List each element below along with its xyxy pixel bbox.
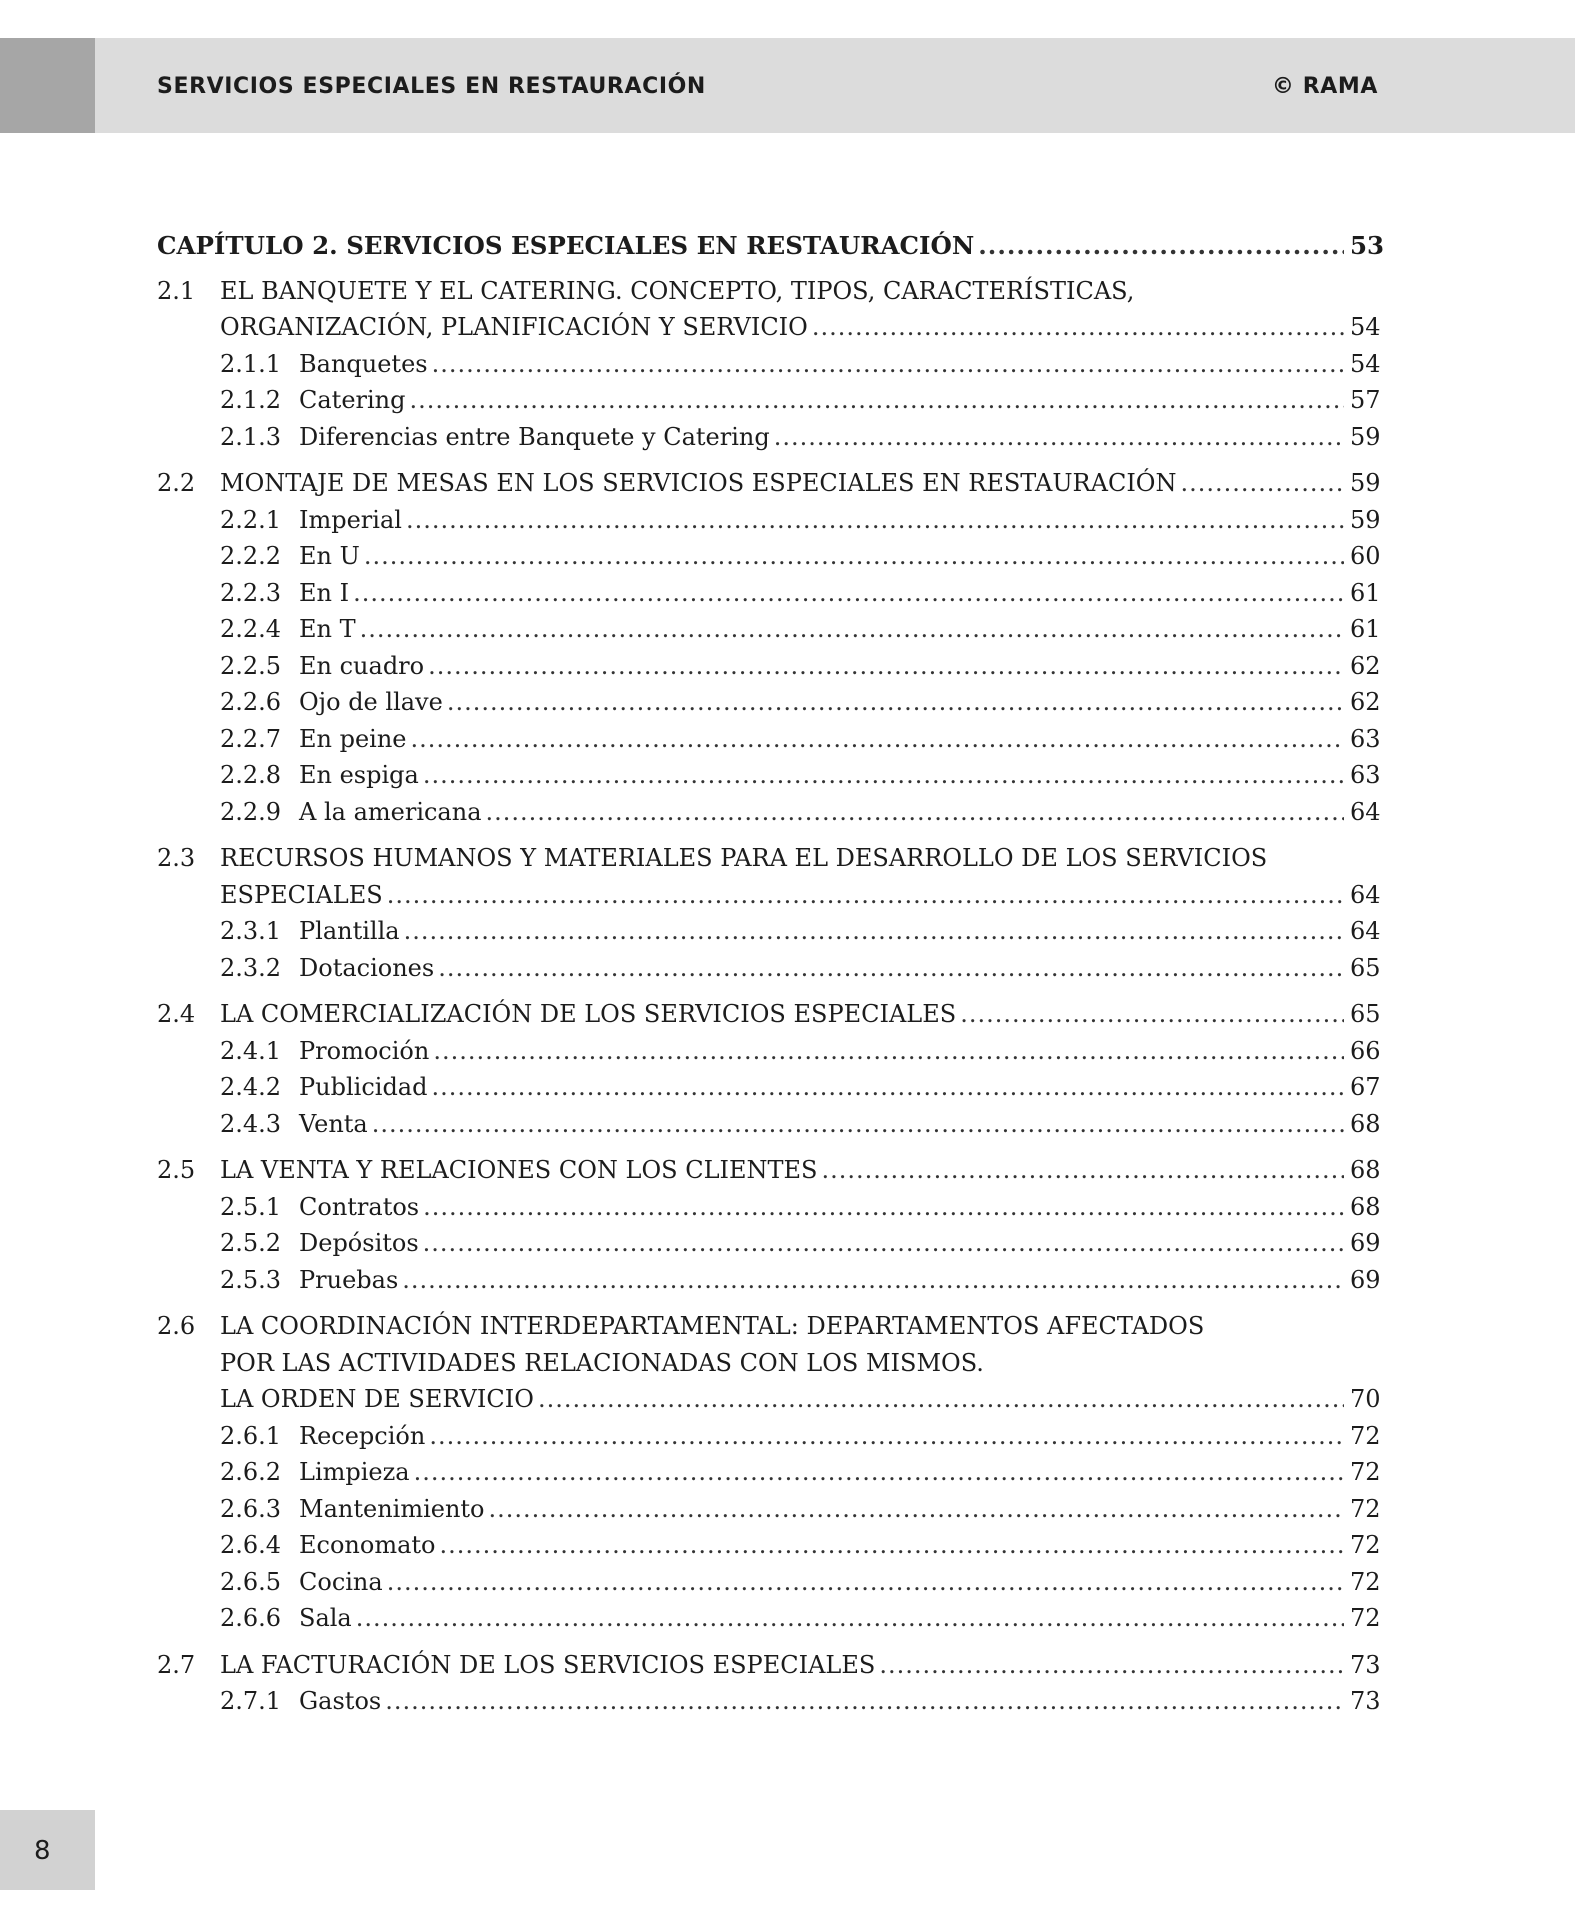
toc-entry-sub [157,757,1381,794]
toc-entry-number: 2.2.9 [220,797,282,826]
toc-entry-title: Venta [299,1109,368,1138]
toc-entry-page: 66 [1350,1036,1381,1065]
toc-entry-page: 63 [1350,724,1381,753]
toc-entry-sub [157,1564,1381,1601]
toc-entry-title: LA COMERCIALIZACIÓN DE LOS SERVICIOS ESPECIALES [220,1000,957,1028]
toc-entry-sub [157,794,1381,831]
toc-entry-number: 2.5 [157,1156,196,1184]
toc-entry-title: Diferencias entre Banquete y Catering [299,422,770,451]
dot-leader [423,1225,1344,1262]
toc-entry-title: Dotaciones [299,953,435,982]
toc-entry-page: 53 [1350,231,1385,260]
toc-entry-page: 68 [1350,1156,1381,1184]
toc-entry-title: RECURSOS HUMANOS Y MATERIALES PARA EL DESARROLLO DE LOS SERVICIOS [220,844,1268,872]
toc-entry-sub [157,1454,1381,1491]
toc-entry-title: LA VENTA Y RELACIONES CON LOS CLIENTES [220,1156,818,1184]
toc-entry-number: 2.2.6 [220,688,282,716]
toc-entry-title: Pruebas [299,1265,399,1294]
toc-entry-page: 72 [1350,1494,1381,1523]
toc-entry-page: 65 [1350,953,1381,982]
toc-entry-number: 2.4.3 [220,1109,282,1138]
dot-leader [489,1491,1344,1528]
toc-entry-sub [157,913,1381,950]
toc-entry-page: 54 [1350,313,1381,341]
toc-entry-number: 2.4.1 [220,1036,282,1065]
toc-entry-number: 2.6.2 [220,1458,282,1486]
toc-entry-page: 69 [1350,1265,1381,1294]
page-number: 8 [34,1836,51,1866]
dot-leader [423,757,1344,794]
dot-leader [360,611,1344,648]
dot-leader [402,1262,1344,1299]
toc-entry-page: 64 [1350,797,1381,826]
toc-entry-section [157,840,1378,877]
toc-entry-section [157,1152,1381,1189]
toc-entry-page: 61 [1350,578,1381,607]
toc-entry-title: Economato [299,1531,436,1559]
toc-entry-title: ORGANIZACIÓN, PLANIFICACIÓN Y SERVICIO [220,313,808,341]
toc-entry-sub [157,611,1381,648]
dot-leader [385,1683,1344,1720]
toc-entry-page: 72 [1350,1567,1381,1596]
toc-entry-title: Imperial [299,505,402,534]
toc-entry-title: MONTAJE DE MESAS EN LOS SERVICIOS ESPECIALES EN RESTAURACIÓN [220,469,1177,497]
toc-entry-section [157,1647,1381,1684]
dot-leader [812,309,1344,346]
toc-entry-sub [157,502,1381,539]
toc-entry-number: 2.6.3 [220,1494,282,1523]
dot-leader [538,1381,1344,1418]
toc-entry-sub [157,1262,1381,1299]
toc-entry-page: 64 [1350,880,1381,909]
toc-entry-sub [157,1189,1381,1226]
toc-entry-sub [157,1600,1381,1637]
toc-entry-number: 2.2.3 [220,578,282,607]
toc-entry-title: Cocina [299,1567,383,1596]
dot-leader [429,1418,1344,1455]
toc-entry-cont [157,1381,1381,1418]
dot-leader [410,382,1345,419]
toc-entry-number: 2.2.8 [220,761,282,789]
toc-entry-section [157,465,1381,502]
dot-leader [387,877,1344,914]
toc-entry-title: Publicidad [299,1073,428,1101]
toc-entry-cont [157,1345,1378,1382]
toc-entry-number: 2.3.2 [220,953,282,982]
toc-entry-page: 60 [1350,542,1381,570]
toc-entry-number: 2.2.5 [220,651,282,680]
dot-leader [879,1647,1344,1684]
toc-entry-title: Banquetes [299,349,428,378]
dot-leader [821,1152,1344,1189]
toc-entry-number: 2.5.2 [220,1229,282,1257]
toc-entry-sub [157,1033,1381,1070]
toc-entry-title: Recepción [299,1421,426,1450]
toc-entry-title: En peine [299,724,407,753]
toc-entry-title: Depósitos [299,1229,419,1257]
toc-entry-title: Plantilla [299,917,400,945]
toc-entry-chapter [157,228,1385,265]
dot-leader [960,996,1344,1033]
toc-entry-number: 2.6 [157,1312,196,1340]
toc-entry-number: 2.2.1 [220,505,282,534]
toc-entry-sub [157,1491,1381,1528]
toc-entry-section [157,996,1381,1033]
toc-entry-page: 70 [1350,1385,1381,1413]
toc-entry-number: 2.6.5 [220,1567,282,1596]
dot-leader [978,228,1344,265]
toc-entry-section [157,273,1378,310]
toc-entry-page: 73 [1350,1687,1381,1715]
toc-entry-number: 2.6.6 [220,1604,282,1632]
toc-entry-section [157,1308,1378,1345]
toc-entry-sub [157,346,1381,383]
dot-leader [439,1527,1344,1564]
toc-entry-title: En U [299,542,360,570]
toc-entry-page: 68 [1350,1109,1381,1138]
toc-entry-page: 54 [1350,349,1381,378]
toc-entry-page: 59 [1350,422,1381,451]
toc-entry-number: 2.1.1 [220,349,282,378]
toc-entry-number: 2.1.2 [220,386,282,414]
toc-entry-title: Gastos [299,1687,382,1715]
dot-leader [387,1564,1344,1601]
toc-entry-number: 2.5.1 [220,1192,282,1221]
toc-entry-number: 2.2.2 [220,542,282,570]
toc-entry-page: 63 [1350,761,1381,789]
toc-entry-number: 2.5.3 [220,1265,282,1294]
toc-entry-page: 68 [1350,1192,1381,1221]
toc-entry-number: 2.4.2 [220,1073,282,1101]
toc-entry-sub [157,419,1381,456]
toc-entry-page: 72 [1350,1531,1381,1559]
toc-entry-title: LA COORDINACIÓN INTERDEPARTAMENTAL: DEPARTAMENTOS AFECTADOS [220,1312,1205,1340]
toc-entry-page: 69 [1350,1229,1381,1257]
toc-entry-page: 72 [1350,1421,1381,1450]
toc-entry-page: 73 [1350,1650,1381,1679]
toc-entry-cont [157,877,1381,914]
toc-entry-title: En espiga [299,761,419,789]
toc-entry-page: 62 [1350,688,1381,716]
toc-entry-title: EL BANQUETE Y EL CATERING. CONCEPTO, TIPOS, CARACTERÍSTICAS, [220,276,1135,305]
toc-entry-page: 72 [1350,1458,1381,1486]
dot-leader [423,1189,1344,1226]
dot-leader [364,538,1344,575]
toc-entry-number: 2.2.4 [220,615,282,643]
toc-entry-page: 65 [1350,1000,1381,1028]
toc-entry-number: 2.3.1 [220,917,282,945]
toc-entry-sub [157,1106,1381,1143]
toc-entry-number: 2.2 [157,469,196,497]
table-of-contents [157,228,1385,1720]
dot-leader [372,1106,1344,1143]
toc-entry-sub [157,1418,1381,1455]
toc-entry-title: En T [299,615,356,643]
toc-entry-title: En cuadro [299,651,425,680]
toc-entry-title: Ojo de llave [299,688,443,716]
running-header-title: SERVICIOS ESPECIALES EN RESTAURACIÓN [157,74,706,99]
dot-leader [438,950,1344,987]
toc-entry-sub [157,721,1381,758]
toc-entry-number: 2.1.3 [220,422,282,451]
dot-leader [428,648,1344,685]
toc-entry-title: A la americana [299,797,482,826]
toc-entry-title: Catering [299,386,406,414]
toc-entry-page: 64 [1350,917,1381,945]
toc-entry-page: 59 [1350,505,1381,534]
toc-entry-sub [157,1225,1381,1262]
dot-leader [431,1069,1344,1106]
toc-entry-page: 62 [1350,651,1381,680]
dot-leader [486,794,1344,831]
toc-entry-title: En I [299,578,350,607]
toc-entry-page: 67 [1350,1073,1381,1101]
dot-leader [1180,465,1344,502]
dot-leader [432,346,1344,383]
toc-entry-sub [157,648,1381,685]
dot-leader [774,419,1344,456]
toc-entry-title: Limpieza [299,1458,410,1486]
running-header-publisher: © RAMA [1271,74,1378,99]
toc-entry-title: LA ORDEN DE SERVICIO [220,1385,534,1413]
toc-entry-number: 2.6.4 [220,1531,282,1559]
toc-entry-title: LA FACTURACIÓN DE LOS SERVICIOS ESPECIALES [220,1650,876,1679]
toc-entry-sub [157,575,1381,612]
dot-leader [356,1600,1344,1637]
toc-entry-page: 61 [1350,615,1381,643]
dot-leader [433,1033,1344,1070]
toc-entry-title: Promoción [299,1036,430,1065]
toc-entry-title: POR LAS ACTIVIDADES RELACIONADAS CON LOS MISMOS. [220,1348,984,1377]
toc-entry-sub [157,1069,1381,1106]
toc-entry-page: 57 [1350,386,1381,414]
toc-entry-cont [157,309,1381,346]
toc-entry-title: ESPECIALES [220,880,383,909]
toc-entry-title: Sala [299,1604,352,1632]
toc-entry-number: 2.4 [157,1000,196,1028]
header-tab [0,38,95,133]
toc-entry-number: 2.7.1 [220,1687,282,1715]
toc-entry-sub [157,538,1381,575]
toc-entry-title: Mantenimiento [299,1494,485,1523]
toc-entry-number: 2.2.7 [220,724,282,753]
dot-leader [353,575,1344,612]
toc-entry-number: 2.3 [157,844,196,872]
toc-entry-number: 2.7 [157,1650,196,1679]
dot-leader [447,684,1344,721]
toc-entry-title: CAPÍTULO 2. SERVICIOS ESPECIALES EN RESTAURACIÓN [157,231,975,260]
toc-entry-sub [157,1683,1381,1720]
toc-entry-sub [157,950,1381,987]
dot-leader [404,913,1344,950]
toc-entry-sub [157,1527,1381,1564]
toc-entry-sub [157,684,1381,721]
toc-entry-sub [157,382,1381,419]
toc-entry-number: 2.6.1 [220,1421,282,1450]
toc-entry-page: 72 [1350,1604,1381,1632]
toc-entry-page: 59 [1350,469,1381,497]
dot-leader [414,1454,1344,1491]
toc-entry-number: 2.1 [157,276,196,305]
dot-leader [411,721,1344,758]
toc-entry-title: Contratos [299,1192,420,1221]
dot-leader [406,502,1344,539]
